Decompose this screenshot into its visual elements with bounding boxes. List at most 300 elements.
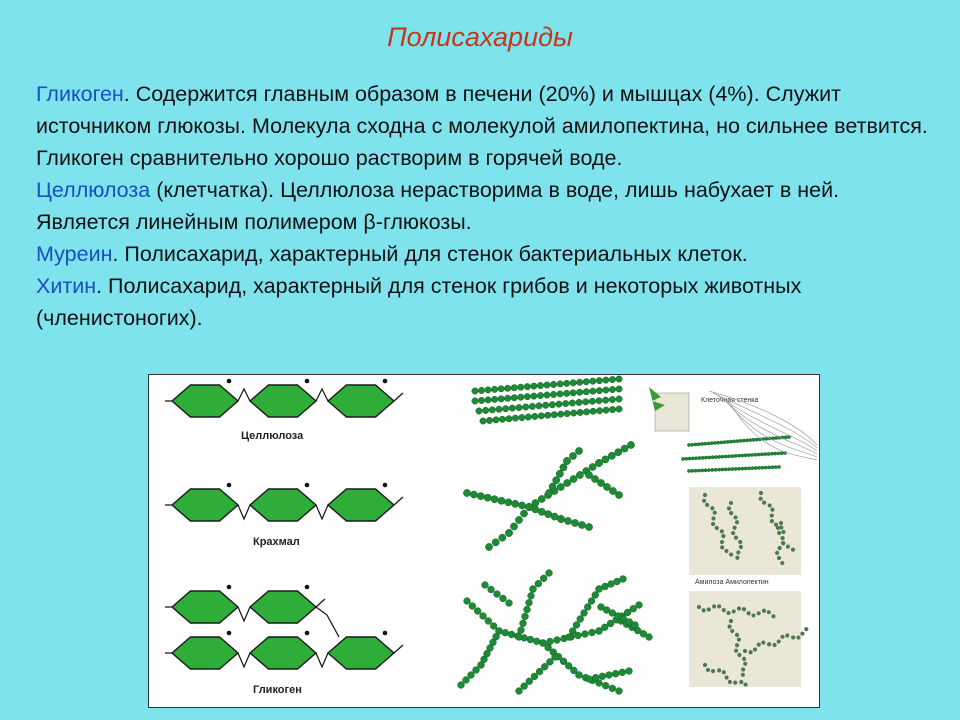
helix-bead bbox=[781, 536, 785, 540]
glucose-bead bbox=[564, 410, 570, 416]
glucose-bead bbox=[741, 467, 744, 470]
glucose-bead bbox=[714, 455, 717, 458]
term-glycogen: Гликоген bbox=[36, 82, 124, 106]
glucose-bead bbox=[549, 483, 556, 490]
glucose-bead bbox=[520, 510, 527, 517]
glucose-bead bbox=[538, 508, 545, 515]
glucose-bead bbox=[757, 466, 760, 469]
helix-bead bbox=[733, 515, 737, 519]
glucose-bead bbox=[714, 468, 717, 471]
helix-bead bbox=[710, 506, 714, 510]
glucose-bead bbox=[530, 586, 537, 593]
glucose-ring bbox=[250, 385, 316, 417]
glucose-bead bbox=[621, 445, 628, 452]
helix-bead bbox=[796, 635, 800, 639]
glucose-bead bbox=[767, 466, 770, 469]
glucose-bead bbox=[589, 398, 595, 404]
paragraph-cellulose bbox=[36, 174, 936, 238]
helix-bead bbox=[757, 642, 761, 646]
glucose-bead bbox=[590, 378, 596, 384]
oxygen-atom bbox=[383, 483, 388, 488]
glucose-bead bbox=[571, 519, 578, 526]
glucose-bead bbox=[564, 517, 571, 524]
glucose-bead bbox=[524, 383, 530, 389]
helix-bead bbox=[767, 642, 771, 646]
glucose-bead bbox=[784, 436, 787, 439]
glucose-bead bbox=[550, 391, 556, 397]
helix-bead bbox=[771, 614, 775, 618]
helix-bead bbox=[730, 629, 734, 633]
glucose-bead bbox=[616, 396, 622, 402]
oxygen-atom bbox=[383, 631, 388, 636]
glucose-bead bbox=[532, 506, 539, 513]
helix-bead bbox=[706, 668, 710, 672]
glucose-bead bbox=[711, 456, 714, 459]
helix-bead bbox=[770, 508, 774, 512]
glucose-bead bbox=[588, 598, 595, 605]
glucose-bead bbox=[518, 384, 524, 390]
cellulose-fibers bbox=[709, 391, 817, 460]
glucose-bead bbox=[541, 663, 548, 670]
glucose-bead bbox=[697, 469, 700, 472]
glucose-bead bbox=[473, 667, 480, 674]
glucose-bead bbox=[761, 466, 764, 469]
glucose-bead bbox=[764, 466, 767, 469]
glucose-bead bbox=[554, 637, 561, 644]
glucose-bead bbox=[731, 454, 734, 457]
glucose-bead bbox=[747, 467, 750, 470]
glucose-bead bbox=[704, 469, 707, 472]
chain-end bbox=[394, 497, 403, 505]
glucose-bead bbox=[563, 380, 569, 386]
glucose-bead bbox=[570, 475, 577, 482]
glucose-bead bbox=[770, 452, 773, 455]
glucose-bead bbox=[697, 443, 700, 446]
helix-bead bbox=[702, 499, 706, 503]
helix-bead bbox=[741, 673, 745, 677]
glucose-bead bbox=[767, 452, 770, 455]
glucose-bead bbox=[563, 457, 570, 464]
helix-bead bbox=[725, 675, 729, 679]
glucose-bead bbox=[694, 443, 697, 446]
helix-bead bbox=[715, 526, 719, 530]
helix-bead bbox=[711, 522, 715, 526]
helix-bead bbox=[768, 503, 772, 507]
glucose-bead bbox=[609, 396, 615, 402]
glucose-ring bbox=[250, 591, 316, 623]
glucose-bead bbox=[538, 413, 544, 419]
glucose-bead bbox=[609, 406, 615, 412]
glucose-bead bbox=[496, 406, 502, 412]
glucose-bead bbox=[556, 401, 562, 407]
glucose-bead bbox=[596, 387, 602, 393]
glucose-bead bbox=[485, 387, 491, 393]
glucose-bead bbox=[502, 406, 508, 412]
glucose-bead bbox=[525, 414, 531, 420]
glucose-bead bbox=[774, 466, 777, 469]
glucose-bead bbox=[552, 654, 559, 661]
glucose-bead bbox=[599, 673, 606, 680]
glucose-bead bbox=[562, 400, 568, 406]
label-glycogen: Гликоген bbox=[253, 684, 302, 696]
polysaccharide-figure bbox=[148, 374, 820, 708]
helix-bead bbox=[711, 669, 715, 673]
glucose-bead bbox=[681, 457, 684, 460]
helix-bead bbox=[729, 552, 733, 556]
glucose-bead bbox=[531, 393, 537, 399]
helix-bead bbox=[727, 624, 731, 628]
glucose-bead bbox=[498, 396, 504, 402]
text-block bbox=[36, 78, 936, 334]
helix-bead bbox=[770, 513, 774, 517]
helix-bead bbox=[722, 608, 726, 612]
helix-bead bbox=[753, 647, 757, 651]
glucose-bead bbox=[510, 523, 517, 530]
glucose-bead bbox=[582, 631, 589, 638]
glucose-bead bbox=[734, 454, 737, 457]
helix-bead bbox=[779, 521, 783, 525]
glucose-bead bbox=[570, 390, 576, 396]
glucose-bead bbox=[520, 620, 527, 627]
glucose-bead bbox=[505, 385, 511, 391]
glucose-bead bbox=[505, 529, 512, 536]
helix-bead bbox=[781, 541, 785, 545]
glucose-bead bbox=[592, 592, 599, 599]
glucose-bead bbox=[533, 638, 540, 645]
glucose-ring bbox=[328, 489, 394, 521]
glycosidic-bond bbox=[238, 389, 250, 401]
helix-bead bbox=[739, 545, 743, 549]
glucose-bead bbox=[646, 634, 653, 641]
helix-bead bbox=[762, 501, 766, 505]
glucose-bead bbox=[744, 454, 747, 457]
helix-bead bbox=[733, 681, 737, 685]
chain-end bbox=[316, 599, 325, 607]
glucose-bead bbox=[472, 398, 478, 404]
glucose-bead bbox=[498, 386, 504, 392]
helix-bead bbox=[777, 639, 781, 643]
glucose-bead bbox=[518, 627, 525, 634]
helix-bead bbox=[791, 548, 795, 552]
glucose-bead bbox=[734, 467, 737, 470]
label-cell-wall: Клеточная стенка bbox=[701, 397, 759, 404]
glucose-bead bbox=[774, 452, 777, 455]
glucose-bead bbox=[524, 393, 530, 399]
oxygen-atom bbox=[227, 483, 232, 488]
helix-bead bbox=[742, 607, 746, 611]
helix-bead bbox=[738, 540, 742, 544]
glucose-bead bbox=[576, 399, 582, 405]
glucose-bead bbox=[609, 376, 615, 382]
helix-bead bbox=[743, 649, 747, 653]
glycogen-photo bbox=[689, 591, 801, 687]
glycosidic-bond bbox=[238, 505, 250, 519]
glucose-bead bbox=[688, 457, 691, 460]
glucose-bead bbox=[751, 467, 754, 470]
glucose-bead bbox=[480, 418, 486, 424]
glucose-bead bbox=[519, 502, 526, 509]
glucose-bead bbox=[557, 515, 564, 522]
glucose-bead bbox=[472, 388, 478, 394]
glucose-bead bbox=[777, 465, 780, 468]
ring-structures bbox=[165, 379, 403, 669]
fiber-line bbox=[729, 401, 817, 460]
glucose-bead bbox=[691, 443, 694, 446]
helix-bead bbox=[780, 635, 784, 639]
helix-bead bbox=[732, 609, 736, 613]
text-chitin: . Полисахарид, характерный для стенок грибов и некоторых животных (членистоногих). bbox=[36, 274, 802, 330]
glucose-bead bbox=[584, 604, 591, 611]
glucose-bead bbox=[468, 672, 475, 679]
helix-bead bbox=[707, 607, 711, 611]
glucose-bead bbox=[492, 539, 499, 546]
helix-bead bbox=[735, 633, 739, 637]
helix-bead bbox=[735, 520, 739, 524]
glucose-bead bbox=[774, 436, 777, 439]
glucose-bead bbox=[478, 387, 484, 393]
glucose-bead bbox=[531, 673, 538, 680]
glucose-bead bbox=[627, 441, 634, 448]
glucose-bead bbox=[636, 602, 643, 609]
glucose-bead bbox=[744, 467, 747, 470]
oxygen-atom bbox=[305, 631, 310, 636]
glucose-bead bbox=[491, 496, 498, 503]
glucose-bead bbox=[519, 414, 525, 420]
glycosidic-bond bbox=[316, 505, 328, 519]
glucose-bead bbox=[736, 440, 739, 443]
glucose-bead bbox=[609, 685, 616, 692]
glucose-bead bbox=[710, 442, 713, 445]
glycosidic-bond bbox=[238, 653, 250, 667]
helix-bead bbox=[720, 529, 724, 533]
glucose-bead bbox=[527, 636, 534, 643]
glucose-bead bbox=[522, 404, 528, 410]
term-chitin: Хитин bbox=[36, 274, 97, 298]
label-amylose-amylopectin: Амилоза Амилопектин bbox=[695, 579, 769, 586]
glucose-bead bbox=[549, 402, 555, 408]
glucose-bead bbox=[737, 467, 740, 470]
glucose-bead bbox=[536, 668, 543, 675]
helix-bead bbox=[743, 662, 747, 666]
glucose-bead bbox=[464, 598, 471, 605]
glucose-bead bbox=[511, 395, 517, 401]
glucose-bead bbox=[525, 503, 532, 510]
glucose-bead bbox=[603, 407, 609, 413]
helix-bead bbox=[749, 650, 753, 654]
glucose-bead bbox=[717, 468, 720, 471]
glucose-bead bbox=[616, 688, 623, 695]
glucose-bead bbox=[506, 600, 513, 607]
oxygen-atom bbox=[227, 631, 232, 636]
helix-bead bbox=[720, 545, 724, 549]
glucose-bead bbox=[577, 616, 584, 623]
helix-bead bbox=[761, 640, 765, 644]
glucose-bead bbox=[701, 469, 704, 472]
glucose-bead bbox=[711, 468, 714, 471]
glucose-bead bbox=[727, 468, 730, 471]
glucose-bead bbox=[777, 452, 780, 455]
glucose-bead bbox=[582, 399, 588, 405]
glucose-bead bbox=[485, 618, 492, 625]
glucose-bead bbox=[469, 603, 476, 610]
helix-bead bbox=[737, 606, 741, 610]
glucose-bead bbox=[595, 459, 602, 466]
glucose-bead bbox=[566, 634, 573, 641]
glucose-bead bbox=[508, 631, 515, 638]
helix-bead bbox=[743, 682, 747, 686]
helix-bead bbox=[757, 611, 761, 615]
glucose-ring bbox=[172, 489, 238, 521]
glucose-bead bbox=[695, 457, 698, 460]
glucose-bead bbox=[477, 493, 484, 500]
glucose-bead bbox=[606, 672, 613, 679]
oxygen-atom bbox=[305, 379, 310, 384]
glucose-bead bbox=[544, 382, 550, 388]
helix-bead bbox=[705, 503, 709, 507]
glucose-bead bbox=[581, 610, 588, 617]
helix-bead bbox=[737, 637, 741, 641]
glucose-bead bbox=[546, 658, 553, 665]
glucose-bead bbox=[505, 395, 511, 401]
glucose-bead bbox=[482, 582, 489, 589]
glucose-bead bbox=[720, 441, 723, 444]
helix-bead bbox=[735, 556, 739, 560]
glucose-bead bbox=[589, 629, 596, 636]
glucose-bead bbox=[564, 479, 571, 486]
glucose-bead bbox=[563, 390, 569, 396]
glucose-bead bbox=[542, 402, 548, 408]
helix-bead bbox=[729, 619, 733, 623]
glucose-bead bbox=[704, 456, 707, 459]
glucose-bead bbox=[476, 408, 482, 414]
chain-end bbox=[394, 393, 403, 401]
helix-bead bbox=[777, 556, 781, 560]
glucose-bead bbox=[731, 467, 734, 470]
glucose-bead bbox=[551, 412, 557, 418]
glucose-ring bbox=[328, 637, 394, 669]
paragraph-glycogen bbox=[36, 78, 936, 174]
glucose-bead bbox=[755, 438, 758, 441]
glucose-bead bbox=[619, 669, 626, 676]
glucose-bead bbox=[486, 417, 492, 423]
glucose-bead bbox=[569, 628, 576, 635]
glycosidic-bond bbox=[238, 607, 250, 621]
glucose-bead bbox=[511, 385, 517, 391]
glucose-bead bbox=[616, 376, 622, 382]
glucose-bead bbox=[612, 670, 619, 677]
helix-bead bbox=[703, 493, 707, 497]
glucose-bead bbox=[553, 477, 560, 484]
helix-bead bbox=[775, 551, 779, 555]
glucose-bead bbox=[532, 499, 539, 506]
glucose-bead bbox=[577, 379, 583, 385]
glucose-bead bbox=[576, 471, 583, 478]
helix-bead bbox=[759, 497, 763, 501]
helix-bead bbox=[742, 657, 746, 661]
glucose-bead bbox=[516, 404, 522, 410]
glucose-bead bbox=[726, 440, 729, 443]
glucose-bead bbox=[615, 449, 622, 456]
glucose-bead bbox=[544, 392, 550, 398]
cell-photo bbox=[655, 393, 689, 431]
glucose-bead bbox=[506, 416, 512, 422]
glucose-ring bbox=[328, 385, 394, 417]
paragraph-chitin bbox=[36, 270, 936, 334]
glucose-bead bbox=[545, 489, 552, 496]
glucose-bead bbox=[583, 389, 589, 395]
glucose-bead bbox=[485, 397, 491, 403]
helix-bead bbox=[776, 526, 780, 530]
glucose-bead bbox=[691, 457, 694, 460]
helix-bead bbox=[717, 668, 721, 672]
glucose-ring bbox=[172, 385, 238, 417]
glucose-bead bbox=[499, 416, 505, 422]
glucose-bead bbox=[518, 394, 524, 400]
glucose-bead bbox=[632, 622, 639, 629]
helix-bead bbox=[711, 516, 715, 520]
glucose-bead bbox=[575, 447, 582, 454]
glucose-bead bbox=[545, 412, 551, 418]
glucose-bead bbox=[609, 386, 615, 392]
glucose-bead bbox=[499, 534, 506, 541]
glucose-bead bbox=[470, 491, 477, 498]
glucose-bead bbox=[538, 495, 545, 502]
glucose-bead bbox=[603, 387, 609, 393]
glucose-bead bbox=[526, 678, 533, 685]
glucose-bead bbox=[546, 570, 553, 577]
paragraph-murein bbox=[36, 238, 936, 270]
glucose-bead bbox=[463, 489, 470, 496]
helix-bead bbox=[734, 536, 738, 540]
glucose-bead bbox=[491, 396, 497, 402]
helix-bead bbox=[747, 611, 751, 615]
helix-bead bbox=[786, 545, 790, 549]
helix-bead bbox=[720, 540, 724, 544]
helix-bead bbox=[712, 604, 716, 608]
glucose-bead bbox=[713, 441, 716, 444]
text-glycogen: . Содержится главным образом в печени (20%) и мышцах (4%). Служит источником глюкозы. Молекула сходна с молекулой амилопектина, но сильнее ветвится. Гликоген сравнительно хорошо растворим в горячей воде. bbox=[36, 82, 928, 170]
helix-bead bbox=[781, 530, 785, 534]
glucose-bead bbox=[707, 442, 710, 445]
helix-bead bbox=[729, 511, 733, 515]
helix-bead bbox=[734, 649, 738, 653]
glucose-bead bbox=[590, 408, 596, 414]
glucose-bead bbox=[733, 440, 736, 443]
glucose-bead bbox=[754, 453, 757, 456]
glucose-bead bbox=[485, 543, 492, 550]
glucose-bead bbox=[721, 468, 724, 471]
glucose-bead bbox=[537, 392, 543, 398]
glucose-bead bbox=[780, 452, 783, 455]
glucose-bead bbox=[615, 491, 622, 498]
text-murein: . Полисахарид, характерный для стенок бактериальных клеток. bbox=[112, 242, 748, 266]
glucose-bead bbox=[550, 381, 556, 387]
helix-bead bbox=[770, 519, 774, 523]
glucose-bead bbox=[516, 688, 523, 695]
glucose-bead bbox=[524, 606, 531, 613]
helix-bead bbox=[800, 631, 804, 635]
glucose-bead bbox=[602, 456, 609, 463]
glucose-bead bbox=[754, 466, 757, 469]
helix-bead bbox=[735, 643, 739, 647]
glucose-bead bbox=[687, 469, 690, 472]
glucose-bead bbox=[716, 441, 719, 444]
helix-bead bbox=[724, 549, 728, 553]
glucose-bead bbox=[757, 453, 760, 456]
glucose-bead bbox=[602, 397, 608, 403]
glucose-bead bbox=[569, 452, 576, 459]
glucose-bead bbox=[583, 409, 589, 415]
